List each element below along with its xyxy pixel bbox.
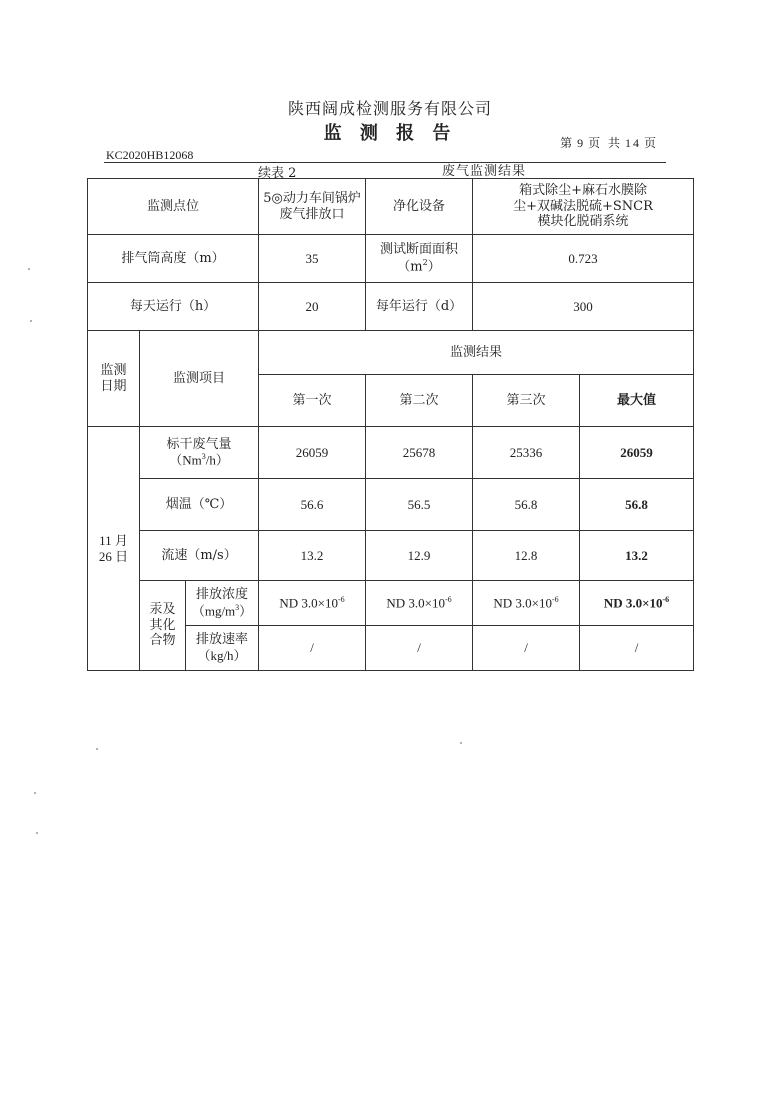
mercury-conc-second-base: ND 3.0×10	[386, 595, 445, 611]
table-title: 废气监测结果	[442, 164, 527, 179]
temp-first: 56.6	[259, 479, 366, 531]
scan-speck	[28, 268, 30, 270]
mercury-conc-first-base: ND 3.0×10	[279, 595, 338, 611]
daily-label-cell	[88, 283, 259, 331]
mercury-conc-third-exp: -6	[551, 595, 559, 605]
mercury-conc-second-exp: -6	[444, 595, 452, 605]
point-value-line1: 5◎动力车间锅炉	[263, 190, 361, 206]
table-row	[88, 427, 694, 479]
mercury-rate-first: /	[259, 626, 366, 671]
yearly-label-cell	[366, 283, 473, 331]
scan-speck	[34, 792, 36, 794]
mercury-rate-label-line2: （kg/h）	[197, 648, 247, 663]
date-header-line1: 监测	[100, 362, 127, 378]
mercury-conc-first-exp: -6	[337, 595, 345, 605]
stack-height-value: 35	[259, 235, 366, 283]
section-area-close: ）	[427, 259, 441, 275]
first-header: 第一次	[259, 375, 366, 427]
mercury-conc-label-cell	[186, 581, 259, 626]
table-row	[88, 331, 694, 375]
mercury-conc-third-base: ND 3.0×10	[493, 595, 552, 611]
page-mid: 页 共	[588, 136, 622, 150]
mercury-conc-unit-b: ）	[239, 603, 253, 619]
flow-max: 26059	[580, 427, 694, 479]
section-area-value: 0.723	[473, 235, 694, 283]
mercury-rate-label-cell	[186, 626, 259, 671]
mercury-group-line1: 汞及	[149, 602, 176, 618]
date-line2: 26 日	[98, 548, 129, 564]
scan-speck	[96, 748, 98, 750]
table-row	[88, 283, 694, 331]
item-header: 监测项目	[173, 370, 226, 386]
table-row	[88, 531, 694, 581]
temp-label: 烟温（℃）	[140, 479, 259, 531]
equipment-label: 净化设备	[393, 198, 446, 214]
mercury-conc-max	[580, 581, 694, 626]
page-total: 14	[624, 136, 641, 150]
speed-label: 流速（m/s）	[140, 531, 259, 581]
mercury-group-line3: 合物	[149, 633, 176, 649]
point-label-cell	[88, 179, 259, 235]
page-prefix: 第	[560, 136, 575, 150]
flow-third: 25336	[473, 427, 580, 479]
max-header: 最大值	[580, 375, 694, 427]
flow-first: 26059	[259, 427, 366, 479]
mercury-group-line2: 其化	[149, 617, 176, 633]
monitoring-results-table	[87, 178, 694, 671]
daily-value: 20	[259, 283, 366, 331]
point-label: 监测点位	[147, 198, 200, 214]
page-suffix: 页	[643, 136, 658, 150]
temp-second: 56.5	[366, 479, 473, 531]
speed-max: 13.2	[580, 531, 694, 581]
mercury-conc-unit-sup: 3	[235, 602, 240, 612]
mercury-rate-label-line1: 排放速率	[196, 632, 249, 648]
item-header-cell	[140, 331, 259, 427]
company-name: 陕西阔成检测服务有限公司	[287, 99, 492, 118]
flow-label-cell	[140, 427, 259, 479]
section-area-label: 测试断面面积（m	[380, 242, 459, 275]
section-area-label-cell	[366, 235, 473, 283]
section-area-sup: 2	[422, 257, 428, 267]
daily-label: 每天运行（h）	[129, 298, 217, 314]
equipment-value-line2: 尘+双碱法脱硫+SNCR	[513, 198, 653, 214]
date-header-line2: 日期	[100, 378, 127, 394]
speed-second: 12.9	[366, 531, 473, 581]
equipment-value-line1: 箱式除尘+麻石水膜除	[519, 183, 647, 199]
equipment-value-line3: 模块化脱硝系统	[537, 214, 629, 230]
header-rule	[104, 162, 666, 163]
date-header-cell	[88, 331, 140, 427]
second-header: 第二次	[366, 375, 473, 427]
mercury-group-cell	[140, 581, 186, 671]
date-cell	[88, 427, 140, 671]
mercury-conc-unit-a: （mg/m	[191, 603, 236, 619]
page-number	[560, 134, 658, 151]
flow-label-line1: 标干废气量	[166, 436, 232, 452]
stack-height-label: 排气筒高度（m）	[121, 250, 225, 266]
table-row	[88, 235, 694, 283]
mercury-rate-max: /	[580, 626, 694, 671]
table-row	[88, 479, 694, 531]
table-row	[88, 581, 694, 626]
point-value-cell	[259, 179, 366, 235]
table-row	[88, 179, 694, 235]
mercury-conc-first	[259, 581, 366, 626]
mercury-conc-max-base: ND 3.0×10	[603, 595, 663, 611]
stack-height-label-cell	[88, 235, 259, 283]
continued-label: 续表 2	[258, 166, 297, 181]
flow-unit-b: /h）	[205, 452, 229, 468]
mercury-rate-third: /	[473, 626, 580, 671]
yearly-value: 300	[473, 283, 694, 331]
mercury-conc-second	[366, 581, 473, 626]
scan-speck	[36, 832, 38, 834]
scan-speck	[460, 742, 462, 744]
yearly-label: 每年运行（d）	[375, 298, 463, 314]
results-header: 监测结果	[450, 344, 503, 360]
flow-unit-sup: 3	[201, 452, 206, 462]
report-title: 监 测 报 告	[323, 123, 457, 144]
equipment-label-cell	[366, 179, 473, 235]
results-header-cell	[259, 331, 694, 375]
page-current: 9	[577, 136, 586, 150]
third-header: 第三次	[473, 375, 580, 427]
equipment-value-cell	[473, 179, 694, 235]
mercury-conc-third	[473, 581, 580, 626]
speed-third: 12.8	[473, 531, 580, 581]
report-number: KC2020HB12068	[106, 148, 194, 162]
mercury-conc-max-exp: -6	[662, 595, 670, 605]
speed-first: 13.2	[259, 531, 366, 581]
temp-third: 56.8	[473, 479, 580, 531]
mercury-conc-label-line1: 排放浓度	[196, 587, 249, 603]
flow-second: 25678	[366, 427, 473, 479]
scan-speck	[30, 320, 32, 322]
point-value-line2: 废气排放口	[279, 206, 345, 222]
mercury-rate-second: /	[366, 626, 473, 671]
date-line1: 11 月	[99, 532, 128, 548]
flow-unit-a: （Nm	[169, 452, 202, 468]
temp-max: 56.8	[580, 479, 694, 531]
